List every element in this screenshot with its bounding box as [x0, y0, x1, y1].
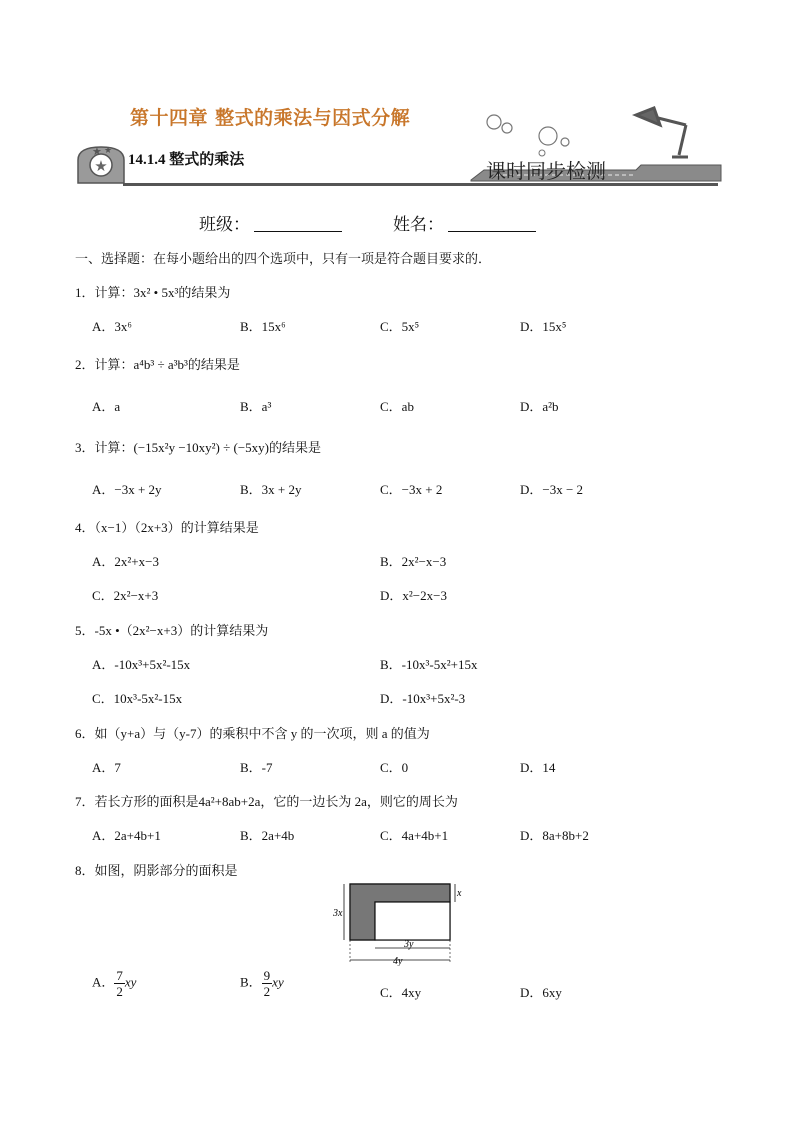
header-divider [123, 183, 718, 186]
question-5: 5．-5x •（2x²−x+3）的计算结果为 [75, 623, 269, 638]
q6-option-b[interactable]: B．-7 [240, 760, 273, 775]
svg-text:★: ★ [104, 145, 113, 155]
q3-option-c[interactable]: C．−3x + 2 [380, 482, 443, 497]
name-blank[interactable] [448, 217, 536, 232]
q8-option-c[interactable]: C．4xy [380, 985, 422, 1000]
bubble-icon [487, 115, 501, 129]
q2-option-c[interactable]: C．ab [380, 399, 414, 414]
svg-text:3x: 3x [333, 908, 343, 919]
q3-option-d[interactable]: D．−3x − 2 [520, 482, 584, 497]
question-2: 2．计算：a⁴b³ ÷ a³b³的结果是 [75, 357, 240, 372]
svg-text:★: ★ [94, 159, 108, 175]
q5-option-a[interactable]: A．-10x³+5x²-15x [92, 657, 191, 672]
banner-title: 课时同步检测 [486, 161, 606, 183]
section-title: 14.1.4 整式的乘法 [128, 152, 245, 168]
shaded-area-figure [330, 878, 465, 966]
q8-option-b[interactable]: B． $\frac{9}{2}$ xy [240, 968, 284, 999]
q3-option-b[interactable]: B．3x + 2y [240, 482, 302, 497]
q5-option-d[interactable]: D．-10x³+5x²-3 [380, 691, 466, 706]
question-6: 6．如（y+a）与（y-7）的乘积中不含 y 的一次项，则 a 的值为 [75, 726, 430, 741]
svg-text:3y: 3y [404, 939, 414, 950]
q2-option-b[interactable]: B．a³ [240, 399, 272, 414]
q7-option-c[interactable]: C．4a+4b+1 [380, 828, 449, 843]
question-1: 1．计算：3x² • 5x³的结果为 [75, 285, 231, 300]
star-badge-icon [78, 145, 124, 183]
q2-option-d[interactable]: D．a²b [520, 399, 559, 414]
q3-option-a[interactable]: A．−3x + 2y [92, 482, 162, 497]
svg-text:4y: 4y [393, 956, 403, 966]
question-7: 7．若长方形的面积是4a²+8ab+2a，它的一边长为 2a，则它的周长为 [75, 794, 458, 809]
instructions: 一、选择题：在每小题给出的四个选项中，只有一项是符合题目要求的． [75, 251, 492, 266]
class-field[interactable] [199, 210, 342, 235]
question-8: 8．如图，阴影部分的面积是 [75, 863, 238, 878]
name-label: 姓名： [393, 215, 444, 234]
q2-option-a[interactable]: A．a [92, 399, 121, 414]
q7-option-b[interactable]: B．2a+4b [240, 828, 295, 843]
q4-option-b[interactable]: B．2x²−x−3 [380, 554, 447, 569]
q4-option-d[interactable]: D．x²−2x−3 [380, 588, 447, 603]
name-field[interactable] [393, 210, 536, 235]
q8-option-d[interactable]: D．6xy [520, 985, 562, 1000]
class-label: 班级： [199, 215, 250, 234]
q1-option-b[interactable]: B．15x⁶ [240, 319, 286, 334]
q6-option-c[interactable]: C．0 [380, 760, 409, 775]
q4-option-a[interactable]: A．2x²+x−3 [92, 554, 159, 569]
chapter-title: 第十四章 整式的乘法与因式分解 [130, 107, 411, 129]
class-blank[interactable] [254, 217, 342, 232]
q7-option-d[interactable]: D．8a+8b+2 [520, 828, 589, 843]
question-4: 4．（x−1）（2x+3）的计算结果是 [75, 520, 259, 535]
svg-text:★: ★ [92, 146, 102, 158]
q8-option-a[interactable]: A． $\frac{7}{2}$ xy [92, 968, 137, 999]
q7-option-a[interactable]: A．2a+4b+1 [92, 828, 161, 843]
q1-option-c[interactable]: C．5x⁵ [380, 319, 420, 334]
q6-option-a[interactable]: A．7 [92, 760, 121, 775]
question-3: 3．计算：(−15x²y −10xy²) ÷ (−5xy)的结果是 [75, 440, 322, 455]
q5-option-b[interactable]: B．-10x³-5x²+15x [380, 657, 478, 672]
desk-lamp-icon [636, 108, 688, 157]
q6-option-d[interactable]: D．14 [520, 760, 556, 775]
svg-text:x: x [457, 888, 462, 899]
q1-option-d[interactable]: D．15x⁵ [520, 319, 567, 334]
q4-option-c[interactable]: C．2x²−x+3 [92, 588, 159, 603]
q1-option-a[interactable]: A．3x⁶ [92, 319, 132, 334]
q5-option-c[interactable]: C．10x³-5x²-15x [92, 691, 183, 706]
